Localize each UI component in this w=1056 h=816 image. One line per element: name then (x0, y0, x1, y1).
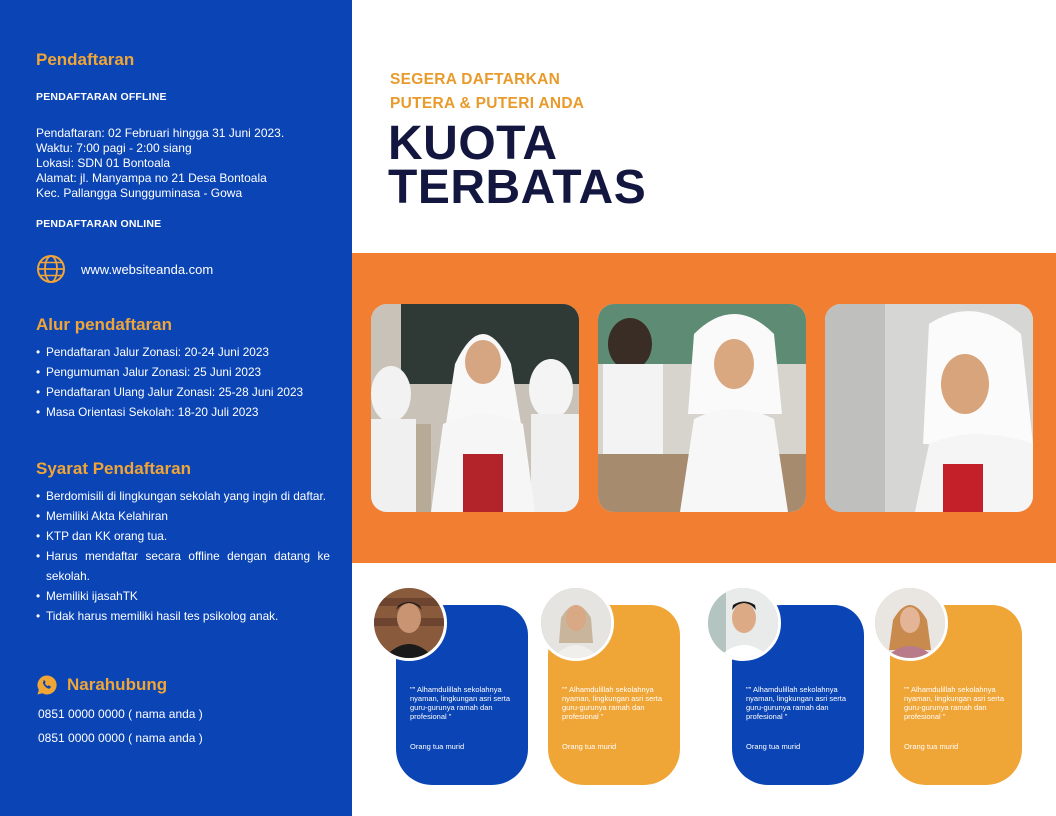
testimonial-quote: "" Alhamdulillah sekolahnya nyaman, lingkungan asri serta guru-gurunya ramah dan profesional " (562, 685, 663, 721)
list-item: • Pendaftaran Jalur Zonasi: 20-24 Juni 2023 (36, 342, 303, 362)
offline-info-line: Pendaftaran: 02 Februari hingga 31 Juni 2023. (36, 126, 285, 140)
list-item: • Memiliki Akta Kelahiran (36, 506, 330, 526)
offline-info-line: Lokasi: SDN 01 Bontoala (36, 156, 171, 170)
avatar (705, 585, 781, 661)
offline-info-line: Waktu: 7:00 pagi - 2:00 siang (36, 141, 192, 155)
phone-number[interactable]: 0851 0000 0000 ( nama anda ) (38, 731, 203, 745)
testimonial-quote: "" Alhamdulillah sekolahnya nyaman, lingkungan asri serta guru-gurunya ramah dan profesional " (746, 685, 847, 721)
testimonial-author: Orang tua murid (746, 742, 801, 751)
offline-info-line: Kec. Pallangga Sungguminasa - Gowa (36, 186, 243, 200)
avatar (371, 585, 447, 661)
headline-line: KUOTA (388, 117, 558, 170)
list-item: • Masa Orientasi Sekolah: 18-20 Juli 2023 (36, 402, 303, 422)
offline-info (36, 126, 284, 201)
avatar (538, 585, 614, 661)
kicker (390, 68, 584, 116)
headline (388, 117, 647, 214)
student-photo (598, 304, 806, 512)
globe-icon (36, 254, 66, 284)
offline-info-line: Alamat: jl. Manyampa no 21 Desa Bontoala (36, 171, 267, 185)
kicker-line: PUTERA & PUTERI ANDA (390, 95, 585, 112)
headline-line: TERBATAS (388, 161, 647, 214)
offline-registration-title: PENDAFTARAN OFFLINE (36, 91, 167, 103)
website-link[interactable]: www.websiteanda.com (81, 261, 214, 277)
list-item: • Pendaftaran Ulang Jalur Zonasi: 25-28 Juni 2023 (36, 382, 303, 402)
requirements-title: Syarat Pendaftaran (36, 459, 191, 478)
requirements-list (36, 486, 330, 626)
registration-title: Pendaftaran (36, 50, 135, 69)
phone-number[interactable]: 0851 0000 0000 ( nama anda ) (38, 707, 203, 721)
avatar (872, 585, 948, 661)
list-item: • Memiliki ijasahTK (36, 586, 330, 606)
list-item: • Berdomisili di lingkungan sekolah yang ingin di daftar. (36, 486, 330, 506)
testimonial-author: Orang tua murid (410, 742, 465, 751)
testimonial-quote: "" Alhamdulillah sekolahnya nyaman, lingkungan asri serta guru-gurunya ramah dan profesional " (410, 685, 511, 721)
flow-title: Alur pendaftaran (36, 315, 173, 334)
testimonial-author: Orang tua murid (562, 742, 617, 751)
whatsapp-icon (36, 674, 58, 696)
list-item: • Pengumuman Jalur Zonasi: 25 Juni 2023 (36, 362, 303, 382)
testimonial-author: Orang tua murid (904, 742, 959, 751)
list-item: • Harus mendaftar secara offline dengan datang ke sekolah. (36, 546, 330, 586)
student-photo (371, 304, 579, 512)
kicker-line: SEGERA DAFTARKAN (390, 71, 561, 88)
contact-row (36, 674, 167, 696)
website-row[interactable] (36, 254, 213, 284)
online-registration-title: PENDAFTARAN ONLINE (36, 218, 162, 230)
list-item: • KTP dan KK orang tua. (36, 526, 330, 546)
contact-title: Narahubung (67, 675, 168, 694)
testimonial-quote: "" Alhamdulillah sekolahnya nyaman, lingkungan asri serta guru-gurunya ramah dan profesional " (904, 685, 1005, 721)
student-photo (825, 304, 1033, 512)
flow-list (36, 342, 303, 422)
left-panel (0, 0, 352, 816)
list-item: • Tidak harus memiliki hasil tes psikolog anak. (36, 606, 330, 626)
